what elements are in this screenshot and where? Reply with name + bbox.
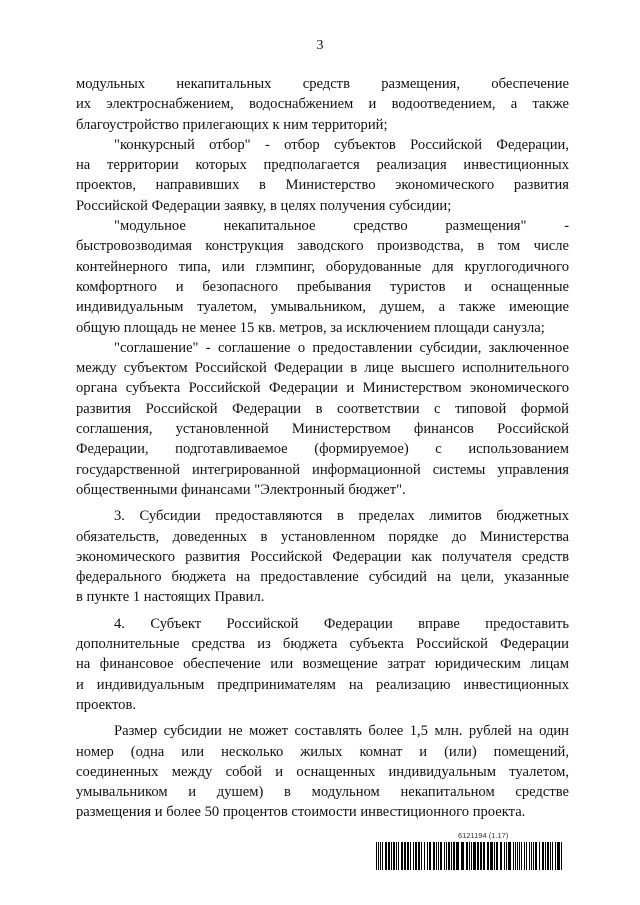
text-line: размещения и более 50 процентов стоимости инвестиционного проекта. xyxy=(76,804,526,821)
document-code: 6121194 (1.17) xyxy=(458,831,509,840)
text-line: благоустройство прилегающих к ним территорий; xyxy=(76,116,388,133)
text-line: 3. Субсидии предоставляются в пределах лимитов бюджетных xyxy=(114,508,569,525)
text-line: экономического развития Российской Федерации как получателя средств xyxy=(76,548,569,565)
text-line: номер (одна или несколько жилых комнат и (или) помещений, xyxy=(76,743,569,760)
barcode xyxy=(376,842,566,870)
text-line: контейнерного типа, или глэмпинг, оборудованные для круглогодичного xyxy=(76,258,569,275)
text-line: их электроснабжением, водоснабжением и водоотведением, а также xyxy=(76,96,569,113)
text-line: Российской Федерации заявку, в целях получения субсидии; xyxy=(76,197,452,214)
text-line: "соглашение" - соглашение о предоставлении субсидии, заключенное xyxy=(114,339,569,356)
text-line: проектов. xyxy=(76,696,136,713)
text-line: индивидуальным туалетом, умывальником, душем, а также имеющие xyxy=(76,299,569,316)
text-line: "конкурсный отбор" - отбор субъектов Российской Федерации, xyxy=(114,136,569,153)
text-line: государственной интегрированной информационной системы управления xyxy=(76,461,569,478)
text-line: соглашения, установленной Министерством финансов Российской xyxy=(76,421,569,438)
text-line: развития Российской Федерации в соответствии с типовой формой xyxy=(76,400,569,417)
text-line: 4. Субъект Российской Федерации вправе предоставить xyxy=(114,615,569,632)
text-line: между субъектом Российской Федерации в лице высшего исполнительного xyxy=(76,360,569,377)
text-line: на финансовое обеспечение или возмещение затрат юридическим лицам xyxy=(76,656,569,673)
text-line: Размер субсидии не может составлять более 1,5 млн. рублей на один xyxy=(114,723,569,740)
barcode-bar xyxy=(561,842,562,870)
text-line: общественными финансами "Электронный бюджет". xyxy=(76,481,406,498)
text-line: комфортного и безопасного пребывания туристов и оснащенные xyxy=(76,278,569,295)
document-body xyxy=(76,74,569,823)
text-line: общую площадь не менее 15 кв. метров, за исключением площади санузла; xyxy=(76,319,545,336)
text-line: в пункте 1 настоящих Правил. xyxy=(76,589,265,606)
text-line: дополнительные средства из бюджета субъекта Российской Федерации xyxy=(76,636,569,653)
text-line: соединенных между собой и оснащенных индивидуальным туалетом, xyxy=(76,763,569,780)
text-line: модульных некапитальных средств размещения, обеспечение xyxy=(76,76,569,92)
text-line: умывальником и душем) в модульном некапитальном средстве xyxy=(76,784,569,801)
text-line: органа субъекта Российской Федерации и Министерством экономического xyxy=(76,380,569,397)
text-line: на территории которых предполагается реализация инвестиционных xyxy=(76,157,569,174)
text-line: и индивидуальным предпринимателям на реализацию инвестиционных xyxy=(76,676,569,693)
text-line: Федерации, подготавливаемое (формируемое) с использованием xyxy=(76,441,569,458)
text-line: обязательств, доведенных в установленном порядке до Министерства xyxy=(76,528,569,545)
text-line: "модульное некапитальное средство размещения" - xyxy=(114,218,569,235)
text-line: проектов, направивших в Министерство экономического развития xyxy=(76,177,569,194)
page-number: 3 xyxy=(316,38,324,53)
text-line: федерального бюджета на предоставление субсидий на цели, указанные xyxy=(76,569,569,586)
text-line: быстровозводимая конструкция заводского производства, в том числе xyxy=(76,238,569,255)
